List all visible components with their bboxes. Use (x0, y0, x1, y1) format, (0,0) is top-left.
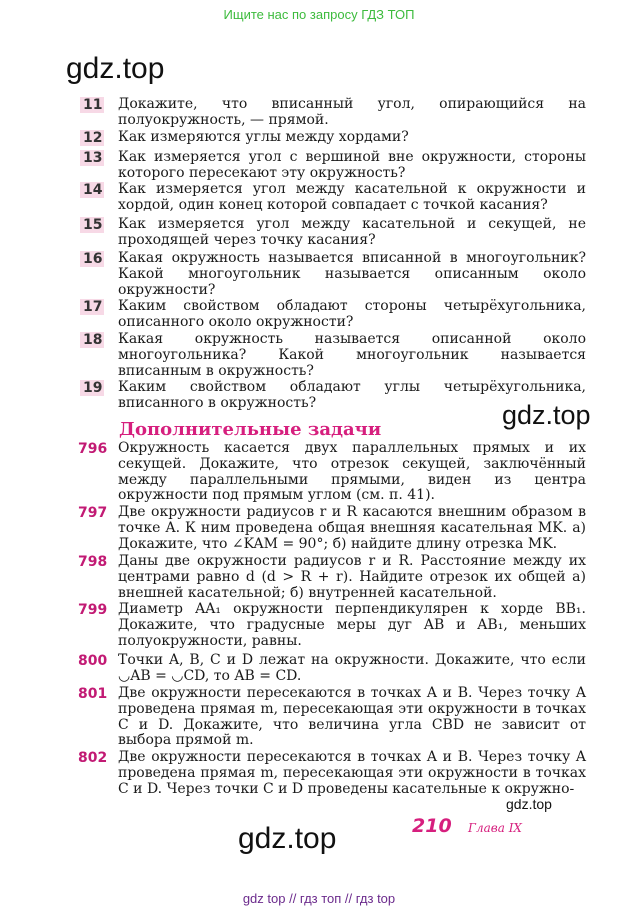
top-banner: Ищите нас по запросу ГДЗ ТОП (223, 7, 415, 22)
question-number: 13 (80, 150, 104, 166)
question-text: Какая окружность называется описанной около многоугольника? Какой многоугольник называется вписанным в окружность? (118, 331, 586, 379)
problem-number: 802 (78, 750, 108, 766)
problem-number: 801 (78, 686, 108, 702)
question-number: 14 (80, 182, 104, 198)
watermark: gdz.top (506, 796, 552, 812)
question-number: 16 (80, 251, 104, 267)
watermark: gdz.top (66, 52, 165, 85)
problem-text: Диаметр AA₁ окружности перпендикулярен к хорде BB₁. Докажите, что градусные меры дуг AB и AB₁, меньших полуокружности, равны. (118, 601, 586, 649)
section-title: Дополнительные задачи (119, 419, 382, 440)
question-text: Каким свойством обладают углы четырёхугольника, вписанного в окружность? (118, 379, 586, 411)
question-number: 19 (80, 380, 104, 396)
question-text: Как измеряются углы между хордами? (118, 129, 409, 145)
question-text: Какая окружность называется вписанной в многоугольник? Какой многоугольник называется описанным около окружности? (118, 250, 586, 298)
bottom-links: gdz top // гдз топ // гдз top (242, 891, 396, 906)
problem-text: Две окружности пересекаются в точках A и B. Через точку A проведена прямая m, пересекающая эти окружности в точках C и D. Докажите, что величина угла CBD не зависит от выбора прямой m. (118, 685, 586, 749)
page-number: 210 (412, 815, 452, 837)
chapter-label: Глава IX (468, 821, 522, 835)
problem-text: Две окружности радиусов r и R касаются внешним образом в точке A. К ним проведена общая внешняя касательная MK. а) Докажите, что ∠KAM = 90°; б) найдите длину отрезка MK. (118, 504, 586, 552)
question-number: 15 (80, 217, 104, 233)
question-text: Как измеряется угол с вершиной вне окружности, стороны которого пересекают эту окружность? (118, 149, 586, 181)
watermark: gdz.top (238, 822, 337, 855)
problem-number: 799 (78, 602, 108, 618)
question-number: 17 (80, 299, 104, 315)
watermark: gdz.top (502, 400, 591, 430)
problem-text: Даны две окружности радиусов r и R. Расстояние между их центрами равно d (d > R + r). Найдите отрезок их общей а) внешней касательной; б) внутренней касательной. (118, 553, 586, 601)
question-text: Как измеряется угол между касательной к окружности и хордой, один конец которой совпадает с точкой касания? (118, 181, 586, 213)
problem-number: 798 (78, 554, 108, 570)
problem-text: Окружность касается двух параллельных прямых и их секущей. Докажите, что отрезок секущей, заключённый между параллельными прямыми, виден из центра окружности под прямым углом (см. п. 41). (118, 440, 586, 504)
question-text: Как измеряется угол между касательной и секущей, не проходящей через точку касания? (118, 216, 586, 248)
problem-text: Точки A, B, C и D лежат на окружности. Докажите, что если ◡AB = ◡CD, то AB = CD. (118, 652, 586, 684)
problem-number: 796 (78, 441, 108, 457)
question-text: Докажите, что вписанный угол, опирающийся на полуокружность, — прямой. (118, 96, 586, 128)
question-number: 11 (80, 97, 104, 113)
problem-text: Две окружности пересекаются в точках A и B. Через точку A проведена прямая m, пересекающая эти окружности в точках C и D. Через точки C и D проведены касательные к окружно- (118, 749, 586, 797)
problem-number: 797 (78, 505, 108, 521)
problem-number: 800 (78, 653, 108, 669)
question-number: 12 (80, 130, 104, 146)
question-text: Каким свойством обладают стороны четырёхугольника, описанного около окружности? (118, 298, 586, 330)
question-number: 18 (80, 332, 104, 348)
